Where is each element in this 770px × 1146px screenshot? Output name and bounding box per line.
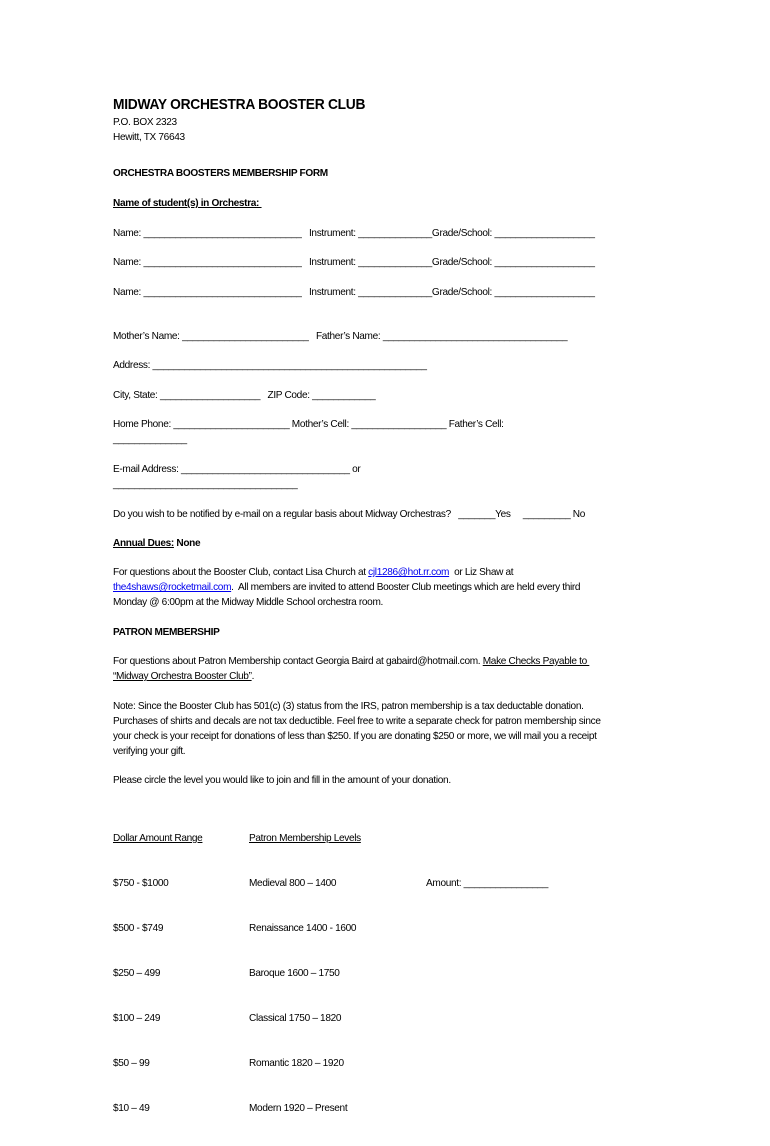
address-line[interactable]: Address: ____________________________________________________ bbox=[113, 359, 427, 371]
city-address: Hewitt, TX 76643 bbox=[113, 131, 185, 143]
dollar-range-header: Dollar Amount Range bbox=[113, 832, 203, 844]
payee-name: “Midway Orchestra Booster Club” bbox=[113, 670, 252, 682]
level-item[interactable]: Renaissance 1400 - 1600 bbox=[249, 922, 357, 934]
annual-dues-label: Annual Dues: bbox=[113, 537, 174, 549]
city-zip-line[interactable]: City, State: ___________________ ZIP Code: ____________ bbox=[113, 389, 376, 401]
father-cell-blank[interactable]: ______________ bbox=[113, 433, 187, 445]
range-item[interactable]: $250 – 499 bbox=[113, 967, 161, 979]
student-row-1[interactable]: Name: ______________________________ Instrument: ______________Grade/School: ___________________ bbox=[113, 227, 595, 239]
patron-heading: PATRON MEMBERSHIP bbox=[113, 626, 220, 638]
booster-contact-line-1 bbox=[113, 566, 513, 579]
range-item[interactable]: $50 – 99 bbox=[113, 1057, 150, 1069]
annual-dues bbox=[113, 537, 200, 550]
student-row-3[interactable]: Name: ______________________________ Instrument: ______________Grade/School: ___________________ bbox=[113, 286, 595, 298]
patron-contact-line-2 bbox=[113, 670, 254, 683]
booster-contact-line-3: Monday @ 6:00pm at the Midway Middle School orchestra room. bbox=[113, 596, 383, 608]
checks-payable-text: Make Checks Payable to bbox=[482, 655, 590, 667]
circle-instruction: Please circle the level you would like to join and fill in the amount of your donation. bbox=[113, 774, 451, 786]
club-title: MIDWAY ORCHESTRA BOOSTER CLUB bbox=[113, 96, 366, 113]
amount-field[interactable] bbox=[426, 846, 548, 921]
email-link-lisa[interactable]: cjl1286@hot.rr.com bbox=[368, 566, 450, 578]
email-blank-2[interactable]: ___________________________________ bbox=[113, 478, 298, 490]
level-item[interactable]: Medieval 800 – 1400 bbox=[249, 877, 337, 889]
level-item[interactable]: Romantic 1820 – 1920 bbox=[249, 1057, 344, 1069]
level-item[interactable]: Baroque 1600 – 1750 bbox=[249, 967, 340, 979]
note-line-1: Note: Since the Booster Club has 501(c) (3) status from the IRS, patron membership is a tax deductable donation. bbox=[113, 700, 584, 712]
students-heading: Name of student(s) in Orchestra: bbox=[113, 197, 262, 209]
po-box: P.O. BOX 2323 bbox=[113, 116, 177, 128]
range-item[interactable]: $750 - $1000 bbox=[113, 877, 169, 889]
level-item[interactable]: Modern 1920 – Present bbox=[249, 1102, 348, 1114]
contact-text: For questions about the Booster Club, contact Lisa Church at bbox=[113, 566, 369, 578]
range-item[interactable]: $100 – 249 bbox=[113, 1012, 161, 1024]
booster-contact-line-2 bbox=[113, 581, 580, 594]
annual-dues-value: None bbox=[173, 537, 201, 549]
student-row-2[interactable]: Name: ______________________________ Instrument: ______________Grade/School: ___________________ bbox=[113, 256, 595, 268]
parents-names-line[interactable]: Mother’s Name: ________________________ Father’s Name: ___________________________________ bbox=[113, 330, 568, 342]
email-link-liz[interactable]: the4shaws@rocketmail.com bbox=[113, 581, 232, 593]
patron-contact-line-1 bbox=[113, 655, 589, 668]
note-line-4: verifying your gift. bbox=[113, 745, 186, 757]
patron-level-header: Patron Membership Levels bbox=[249, 832, 361, 844]
note-line-3: your check is your receipt for donations of less than $250. If you are donating $250 or more, we will mail you a receipt bbox=[113, 730, 597, 742]
range-item[interactable]: $10 – 49 bbox=[113, 1102, 150, 1114]
notify-question[interactable]: Do you wish to be notified by e-mail on a regular basis about Midway Orchestras? _______Yes _________ No bbox=[113, 508, 586, 520]
patron-contact-text: For questions about Patron Membership contact Georgia Baird at gabaird@hotmail.com. bbox=[113, 655, 483, 667]
payee-period: . bbox=[251, 670, 255, 682]
contact-text-middle: or Liz Shaw at bbox=[449, 566, 514, 578]
email-line[interactable]: E-mail Address: ________________________________ or bbox=[113, 463, 361, 475]
note-line-2: Purchases of shirts and decals are not tax deductible. Feel free to write a separate check for patron membership since bbox=[113, 715, 601, 727]
level-item[interactable]: Classical 1750 – 1820 bbox=[249, 1012, 342, 1024]
dollar-range-column bbox=[113, 801, 202, 1146]
patron-level-column bbox=[249, 801, 361, 1146]
range-item[interactable]: $500 - $749 bbox=[113, 922, 164, 934]
amount-label[interactable]: Amount: ________________ bbox=[426, 877, 548, 889]
form-title: ORCHESTRA BOOSTERS MEMBERSHIP FORM bbox=[113, 167, 328, 179]
meetings-text: . All members are invited to attend Booster Club meetings which are held every third bbox=[231, 581, 581, 593]
phone-line[interactable]: Home Phone: ______________________ Mother’s Cell: __________________ Father’s Cell: bbox=[113, 418, 504, 430]
